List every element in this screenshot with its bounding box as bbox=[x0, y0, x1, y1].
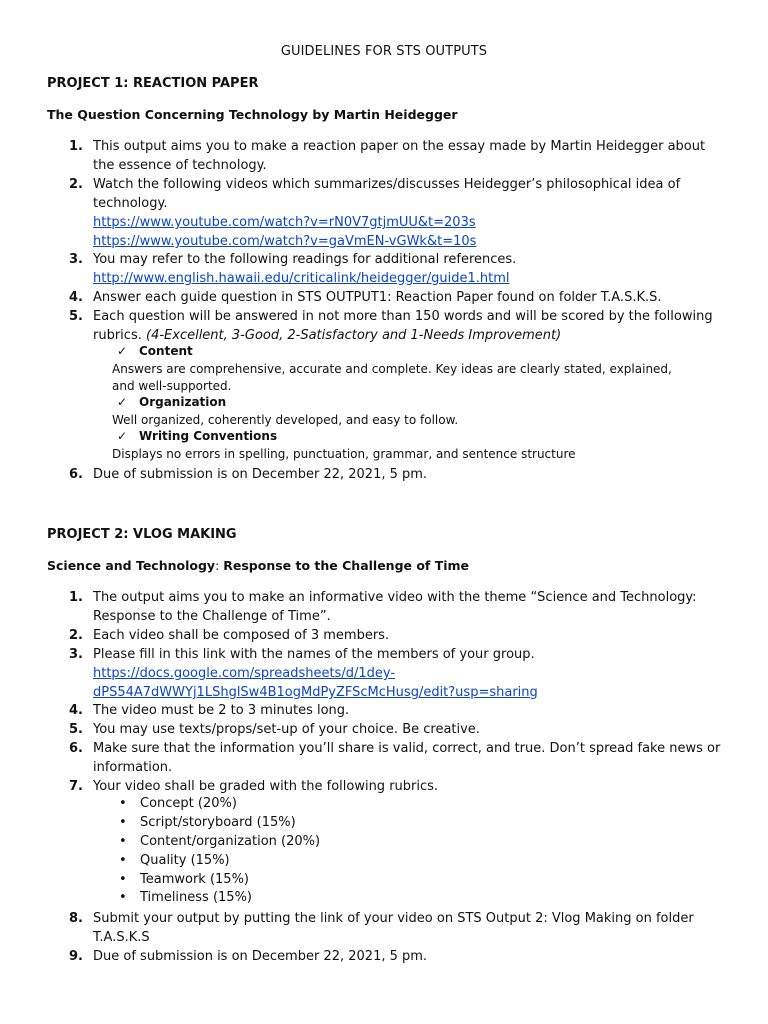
item-number: 6. bbox=[69, 741, 83, 756]
criterion-heading bbox=[117, 344, 193, 358]
check-icon: ✓ bbox=[117, 344, 128, 358]
item-number: 3. bbox=[69, 647, 83, 662]
item-text: You may refer to the following readings for additional references. bbox=[93, 252, 517, 267]
item-text: Due of submission is on December 22, 2021, 5 pm. bbox=[93, 949, 428, 964]
criterion-description: Well organized, coherently developed, and easy to follow. bbox=[112, 413, 459, 427]
item-text: Answer each guide question in STS OUTPUT1: Reaction Paper found on folder T.A.S.K.S. bbox=[93, 290, 662, 305]
item-text: The video must be 2 to 3 minutes long. bbox=[93, 703, 350, 718]
item-text: Make sure that the information you’ll share is valid, correct, and true. Don’t spread fake news or information. bbox=[93, 741, 721, 775]
item-text: Due of submission is on December 22, 2021, 5 pm. bbox=[93, 467, 428, 482]
rubric-item: • Script/storyboard (15%) bbox=[119, 815, 296, 830]
item-text: Each question will be answered in not more than 150 words and will be scored by the following rubrics. bbox=[93, 309, 713, 343]
item-text: Your video shall be graded with the following rubrics. bbox=[93, 779, 439, 794]
item-number: 8. bbox=[69, 911, 83, 926]
video-link-1[interactable]: https://www.youtube.com/watch?v=rN0V7gtjmUU&t=203s bbox=[93, 215, 476, 230]
rubric-item: • Timeliness (15%) bbox=[119, 890, 252, 905]
list-item bbox=[47, 947, 727, 966]
rubric-item: • Quality (15%) bbox=[119, 853, 230, 868]
item-text: Watch the following videos which summarizes/discusses Heidegger’s philosophical idea of technology. bbox=[93, 177, 681, 211]
project2-heading: PROJECT 2: VLOG MAKING bbox=[47, 527, 237, 542]
item-number: 4. bbox=[69, 703, 83, 718]
page-title: GUIDELINES FOR STS OUTPUTS bbox=[280, 44, 488, 59]
project1-heading: PROJECT 1: REACTION PAPER bbox=[47, 76, 259, 91]
list-item bbox=[47, 720, 727, 739]
rubric-item: • Teamwork (15%) bbox=[119, 872, 249, 887]
item-number: 2. bbox=[69, 177, 83, 192]
list-item bbox=[47, 175, 727, 251]
list-item bbox=[47, 307, 727, 345]
project1-subtitle: The Question Concerning Technology by Martin Heidegger bbox=[47, 107, 458, 122]
rubric-item: • Concept (20%) bbox=[119, 796, 237, 811]
reading-link[interactable]: http://www.english.hawaii.edu/criticalink/heidegger/guide1.html bbox=[93, 271, 510, 286]
item-text: Each video shall be composed of 3 members. bbox=[93, 628, 390, 643]
item-text: The output aims you to make an informative video with the theme “Science and Technology: Response to the Challenge of Time”. bbox=[93, 590, 697, 624]
list-item bbox=[47, 465, 727, 484]
bullet-icon: • bbox=[119, 815, 127, 830]
list-item bbox=[47, 701, 727, 720]
bullet-icon: • bbox=[119, 796, 127, 811]
item-text: Please fill in this link with the names of the members of your group. bbox=[93, 647, 535, 662]
check-icon: ✓ bbox=[117, 395, 128, 409]
list-item bbox=[47, 250, 727, 288]
item-number: 2. bbox=[69, 628, 83, 643]
criterion-label: Content bbox=[139, 344, 193, 358]
criterion-heading bbox=[117, 395, 226, 409]
list-item bbox=[47, 626, 727, 645]
item-text: This output aims you to make a reaction paper on the essay made by Martin Heidegger about the essence of technology. bbox=[93, 139, 706, 173]
list-item bbox=[47, 645, 727, 702]
criterion-description: Answers are comprehensive, accurate and complete. Key ideas are clearly stated, explained, and well-supported. bbox=[112, 362, 672, 393]
bullet-icon: • bbox=[119, 853, 127, 868]
item-number: 7. bbox=[69, 779, 83, 794]
item-number: 1. bbox=[69, 590, 83, 605]
item-text: Submit your output by putting the link of your video on STS Output 2: Vlog Making on folder T.A.S.K.S bbox=[93, 911, 694, 945]
item-number: 5. bbox=[69, 309, 83, 324]
list-item bbox=[47, 739, 727, 777]
item-number: 3. bbox=[69, 252, 83, 267]
list-item bbox=[47, 137, 727, 175]
list-item bbox=[47, 777, 727, 796]
item-text: You may use texts/props/set-up of your choice. Be creative. bbox=[93, 722, 480, 737]
item-number: 9. bbox=[69, 949, 83, 964]
criterion-heading bbox=[117, 429, 277, 443]
list-item bbox=[47, 588, 727, 626]
item-number: 5. bbox=[69, 722, 83, 737]
criterion-label: Organization bbox=[139, 395, 227, 409]
rubric-item: • Content/organization (20%) bbox=[119, 834, 321, 849]
item-number: 6. bbox=[69, 467, 83, 482]
bullet-icon: • bbox=[119, 872, 127, 887]
item-number: 1. bbox=[69, 139, 83, 154]
video-link-2[interactable]: https://www.youtube.com/watch?v=gaVmEN-vGWk&t=10s bbox=[93, 234, 477, 249]
spreadsheet-link[interactable]: https://docs.google.com/spreadsheets/d/1dey- dPS54A7dWWYj1LShglSw4B1ogMdPyZFScMcHusg/edit?usp=sharing bbox=[93, 666, 538, 700]
list-item bbox=[47, 288, 727, 307]
bullet-icon: • bbox=[119, 834, 127, 849]
project2-subtitle: Science and Technology: Response to the Challenge of Time bbox=[47, 558, 470, 573]
list-item bbox=[47, 909, 727, 947]
rubric-scale: (4-Excellent, 3-Good, 2-Satisfactory and 1-Needs Improvement) bbox=[146, 328, 562, 343]
criterion-label: Writing Conventions bbox=[139, 429, 278, 443]
criterion-description: Displays no errors in spelling, punctuation, grammar, and sentence structure bbox=[112, 447, 576, 461]
bullet-icon: • bbox=[119, 890, 127, 905]
item-number: 4. bbox=[69, 290, 83, 305]
check-icon: ✓ bbox=[117, 429, 128, 443]
